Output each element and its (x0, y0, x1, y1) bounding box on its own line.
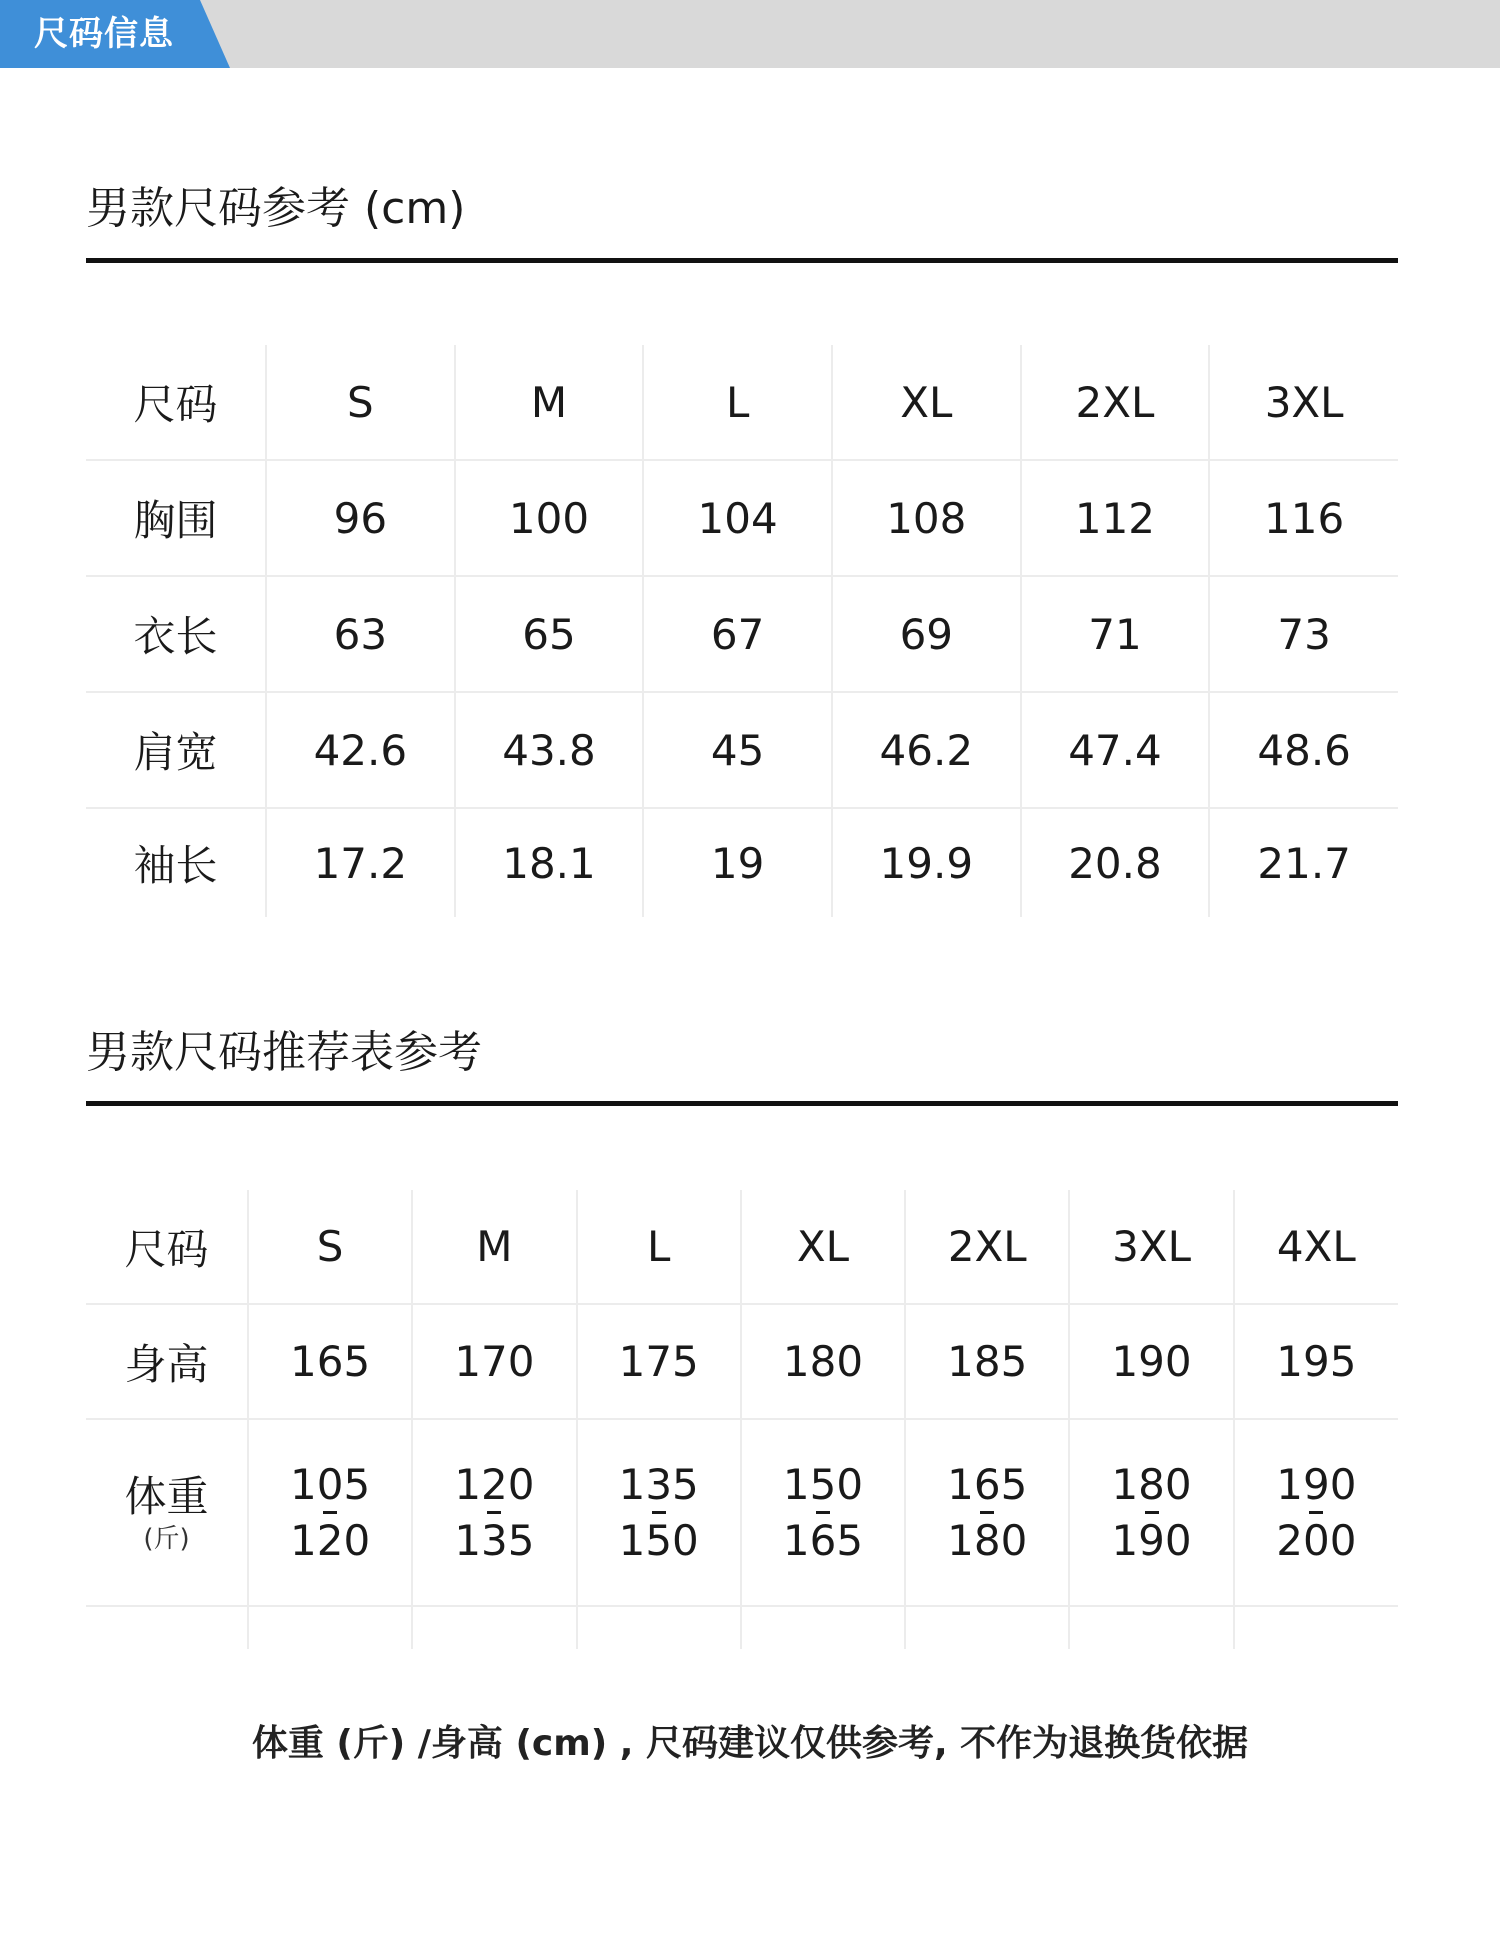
measurement-cell: 46.2 (832, 692, 1021, 808)
weight-range-min: 180 (1111, 1459, 1192, 1509)
weight-range-max: 200 (1276, 1515, 1357, 1565)
table-header-row (86, 345, 1398, 460)
height-cell: 190 (1069, 1304, 1233, 1419)
mens-size-recommendation-table (86, 1190, 1398, 1649)
size-header-cell: S (266, 345, 455, 460)
table-row (86, 692, 1398, 808)
mens-size-reference-table (86, 345, 1398, 917)
measurement-cell: 67 (643, 576, 832, 692)
size-header-cell: S (248, 1190, 412, 1304)
measurement-cell: 96 (266, 460, 455, 576)
range-dash (487, 1511, 501, 1514)
size-header-cell: L (643, 345, 832, 460)
weight-range-max: 120 (290, 1515, 371, 1565)
empty-cell (1234, 1606, 1398, 1649)
row-label-cell: 肩宽 (86, 692, 266, 808)
range-dash (323, 1511, 337, 1514)
row-label-cell: 袖长 (133, 841, 218, 890)
weight-range-min: 105 (290, 1459, 371, 1509)
measurement-cell: 108 (832, 460, 1021, 576)
weight-range-cell (741, 1419, 905, 1606)
measurement-cell: 19.9 (832, 808, 1021, 917)
size-header-cell: M (412, 1190, 576, 1304)
height-cell: 185 (905, 1304, 1069, 1419)
range-dash (652, 1511, 666, 1514)
size-header-cell: 3XL (1209, 345, 1398, 460)
height-cell: 170 (412, 1304, 576, 1419)
empty-cell (86, 1606, 248, 1649)
range-dash (1309, 1511, 1323, 1514)
measurement-cell: 47.4 (1021, 692, 1210, 808)
size-header-cell: L (577, 1190, 741, 1304)
measurement-cell: 45 (643, 692, 832, 808)
table-row (86, 576, 1398, 692)
measurement-cell: 73 (1209, 576, 1398, 692)
weight-range-min: 150 (782, 1459, 864, 1509)
table-row (86, 1304, 1398, 1419)
weight-range-min: 135 (618, 1459, 699, 1509)
table-row (86, 808, 1398, 917)
row-label-cell: 尺码 (86, 345, 266, 460)
measurement-cell: 100 (455, 460, 644, 576)
weight-range-cell (412, 1419, 576, 1606)
weight-unit: (斤) (143, 1523, 190, 1554)
size-header-cell: 2XL (1021, 345, 1210, 460)
measurement-cell: 21.7 (1209, 808, 1398, 917)
measurement-cell: 18.1 (455, 808, 644, 917)
weight-range-max: 190 (1111, 1515, 1192, 1565)
section1-title-rule (86, 258, 1398, 263)
range-dash (816, 1511, 830, 1514)
empty-cell (412, 1606, 576, 1649)
measurement-cell: 71 (1021, 576, 1210, 692)
measurement-cell: 116 (1209, 460, 1398, 576)
table-row (86, 460, 1398, 576)
measurement-cell: 20.8 (1021, 808, 1210, 917)
range-dash (980, 1511, 994, 1514)
empty-cell (1069, 1606, 1233, 1649)
height-cell: 175 (577, 1304, 741, 1419)
weight-label: 体重 (124, 1471, 209, 1521)
measurement-cell: 65 (455, 576, 644, 692)
row-label-cell: 身高 (86, 1304, 248, 1419)
empty-cell (248, 1606, 412, 1649)
weight-range-cell (248, 1419, 412, 1606)
height-cell: 195 (1234, 1304, 1398, 1419)
weight-range-max: 135 (454, 1515, 535, 1565)
size-header-cell: XL (741, 1190, 905, 1304)
size-header-cell: M (455, 345, 644, 460)
empty-cell (577, 1606, 741, 1649)
section2-title-rule (86, 1101, 1398, 1106)
measurement-cell: 104 (643, 460, 832, 576)
row-label-cell: 衣长 (86, 576, 266, 692)
range-dash (1145, 1511, 1159, 1514)
row-label-cell (86, 1419, 248, 1606)
weight-range-cell (1069, 1419, 1233, 1606)
size-header-cell: XL (832, 345, 1021, 460)
measurement-cell: 19 (643, 808, 832, 917)
height-cell: 180 (741, 1304, 905, 1419)
table-spacer-row (86, 1606, 1398, 1649)
table-row (86, 1419, 1398, 1606)
measurement-cell: 43.8 (455, 692, 644, 808)
weight-range-cell (905, 1419, 1069, 1606)
weight-range-min: 190 (1276, 1459, 1357, 1509)
weight-range-min: 120 (454, 1459, 535, 1509)
weight-range-min: 165 (947, 1459, 1028, 1509)
mens-size-recommendation-title: 男款尺码推荐表参考 (86, 1027, 482, 1078)
measurement-cell: 17.2 (266, 808, 455, 917)
size-disclaimer-note: 体重 (斤) /身高 (cm) , 尺码建议仅供参考, 不作为退换货依据 (251, 1723, 1249, 1764)
measurement-cell: 42.6 (266, 692, 455, 808)
row-label-cell: 胸围 (86, 460, 266, 576)
table-header-row (86, 1190, 1398, 1304)
weight-range-max: 150 (618, 1515, 699, 1565)
size-header-cell: 2XL (905, 1190, 1069, 1304)
measurement-cell: 48.6 (1209, 692, 1398, 808)
weight-range-cell (577, 1419, 741, 1606)
size-info-tab-label: 尺码信息 (34, 14, 174, 54)
weight-range-max: 165 (782, 1515, 864, 1565)
empty-cell (905, 1606, 1069, 1649)
measurement-cell: 69 (832, 576, 1021, 692)
measurement-cell: 112 (1021, 460, 1210, 576)
empty-cell (741, 1606, 905, 1649)
size-header-cell: 4XL (1234, 1190, 1398, 1304)
size-header-cell: 3XL (1069, 1190, 1233, 1304)
row-label-cell: 尺码 (86, 1190, 248, 1304)
mens-size-reference-title: 男款尺码参考 (cm) (86, 183, 466, 234)
measurement-cell: 63 (266, 576, 455, 692)
weight-range-max: 180 (947, 1515, 1028, 1565)
height-cell: 165 (248, 1304, 412, 1419)
weight-range-cell (1234, 1419, 1398, 1606)
